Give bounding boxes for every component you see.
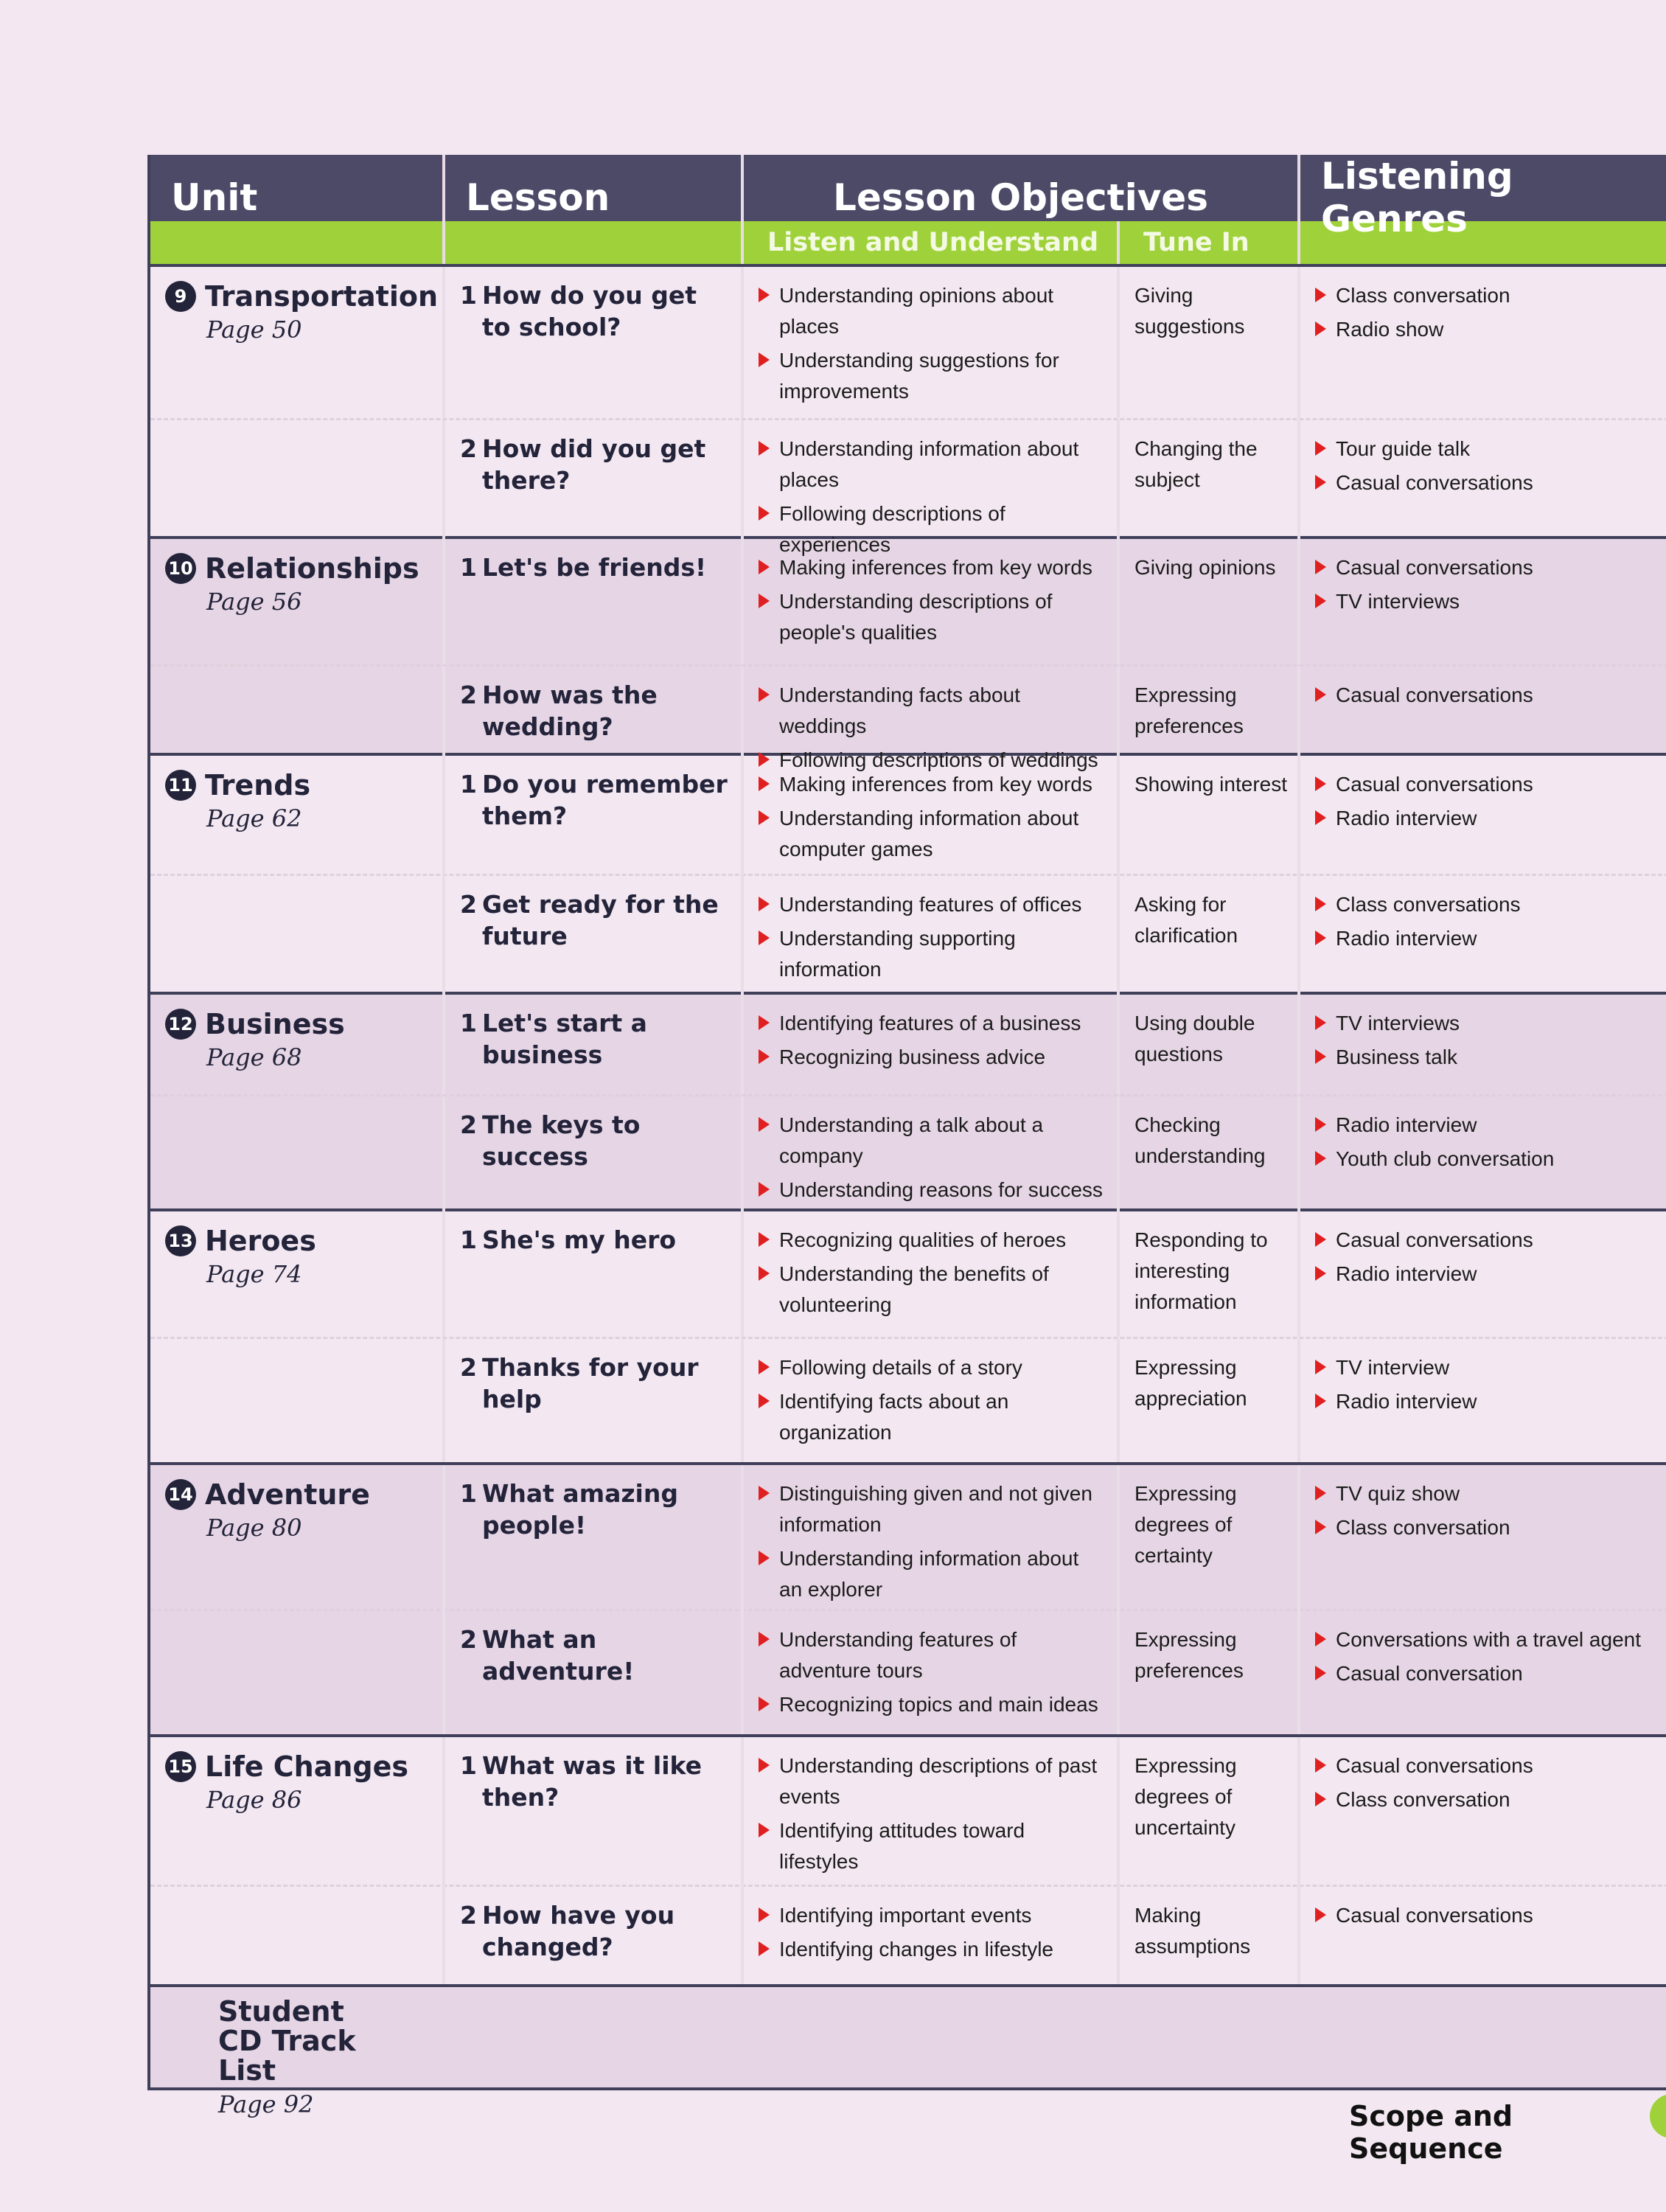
lesson-name: Do you remember them? (482, 770, 728, 830)
lesson-cell (445, 1339, 744, 1462)
objectives-list (759, 769, 1106, 865)
listen-understand-cell (744, 420, 1120, 571)
lesson-title (460, 1110, 731, 1173)
lesson-cell (445, 1737, 744, 1888)
lesson-name: What an adventure! (482, 1625, 635, 1686)
objective-item: Understanding a talk about a company (759, 1110, 1106, 1172)
genre-item: Casual conversation (1315, 1658, 1659, 1689)
genres-cell (1300, 1611, 1666, 1734)
genre-item: Conversations with a travel agent (1315, 1624, 1659, 1655)
objective-item: Distinguishing given and not given information (759, 1478, 1106, 1540)
unit-page: Page 74 (206, 1260, 302, 1288)
unit-title (165, 1750, 432, 1783)
unit-cell (150, 756, 445, 875)
lesson-number: 2 (460, 1625, 477, 1654)
lesson-name: She's my hero (482, 1225, 677, 1254)
objective-item: Identifying changes in lifestyle (759, 1934, 1106, 1965)
tune-in-text: Asking for clarification (1135, 893, 1238, 947)
listen-understand-cell (744, 1465, 1120, 1615)
objective-item: Identifying attitudes toward lifestyles (759, 1815, 1106, 1877)
lesson-cell (445, 995, 744, 1094)
unit-page: Page 68 (206, 1043, 302, 1071)
tune-in-cell (1120, 756, 1300, 875)
unit-cell (150, 1611, 445, 1734)
lesson-number: 1 (460, 1225, 477, 1254)
lesson-row (150, 539, 1666, 664)
genres-list (1315, 1750, 1659, 1815)
genre-item: Business talk (1315, 1042, 1659, 1073)
genre-item: Class conversation (1315, 1512, 1659, 1543)
listen-understand-cell (744, 1339, 1120, 1462)
tune-in-text: Changing the subject (1135, 437, 1258, 491)
objectives-list (759, 1110, 1106, 1206)
lesson-row (150, 1211, 1666, 1337)
unit-cell (150, 539, 445, 664)
lesson-name: The keys to success (482, 1110, 641, 1171)
lesson-name: What was it like then? (482, 1751, 702, 1812)
lesson-title (460, 1900, 731, 1964)
objectives-list (759, 1624, 1106, 1720)
genres-list (1315, 1900, 1659, 1931)
lesson-title (460, 1624, 731, 1688)
objectives-list (759, 552, 1106, 648)
unit-cell (150, 1887, 445, 1984)
lesson-title (460, 889, 731, 953)
lesson-title (460, 1352, 731, 1416)
lesson-name: How did you get there? (482, 434, 706, 495)
lesson-row (150, 1885, 1666, 1984)
unit-block (150, 1734, 1666, 1984)
unit-page: Page 56 (206, 588, 302, 616)
tune-in-text: Responding to interesting information (1135, 1228, 1268, 1313)
genre-item: Youth club conversation (1315, 1144, 1659, 1175)
unit-number-badge: 14 (165, 1479, 196, 1510)
unit-cell (150, 1096, 445, 1216)
genre-item: TV quiz show (1315, 1478, 1659, 1509)
lesson-title (460, 280, 731, 344)
objective-item: Understanding opinions about places (759, 280, 1106, 342)
objective-item: Understanding information about an explorer (759, 1543, 1106, 1605)
unit-page: Page 50 (206, 316, 302, 344)
lesson-name: How was the wedding? (482, 681, 658, 741)
listen-understand-cell (744, 1737, 1120, 1888)
genre-item: Radio interview (1315, 1110, 1659, 1141)
unit-title (165, 552, 432, 585)
lesson-name: How do you get to school? (482, 281, 697, 341)
genres-list (1315, 1008, 1659, 1073)
genre-item: Tour guide talk (1315, 434, 1659, 465)
objective-item: Understanding supporting information (759, 923, 1106, 985)
header-unit: Unit (150, 155, 445, 240)
objective-item: Identifying facts about an organization (759, 1386, 1106, 1448)
lesson-cell (445, 539, 744, 664)
lesson-number: 2 (460, 890, 477, 919)
lesson-row (150, 874, 1666, 992)
unit-page: Page 80 (206, 1514, 302, 1542)
scope-table (147, 155, 1666, 2118)
genre-item: Radio interview (1315, 803, 1659, 834)
genres-list (1315, 1110, 1659, 1175)
objectives-list (759, 1478, 1106, 1605)
objectives-list (759, 280, 1106, 407)
listen-understand-cell (744, 539, 1120, 664)
lesson-number: 1 (460, 770, 477, 799)
tune-in-text: Making assumptions (1135, 1904, 1251, 1958)
lesson-cell (445, 1611, 744, 1734)
genres-cell (1300, 995, 1666, 1094)
genres-list (1315, 1478, 1659, 1543)
header-genres: Listening Genres (1321, 155, 1513, 240)
lesson-cell (445, 756, 744, 875)
genre-item: Casual conversations (1315, 1225, 1659, 1256)
genres-list (1315, 680, 1659, 711)
objective-item: Understanding the benefits of volunteering (759, 1259, 1106, 1321)
listen-understand-cell (744, 667, 1120, 786)
lesson-row (150, 1337, 1666, 1462)
unit-block (150, 264, 1666, 556)
tune-in-cell (1120, 1096, 1300, 1216)
lesson-row (150, 1465, 1666, 1609)
unit-block (150, 1462, 1666, 1734)
genre-item: Class conversation (1315, 280, 1659, 311)
listen-understand-cell (744, 876, 1120, 995)
tune-in-cell (1120, 1465, 1300, 1615)
genre-item: Casual conversations (1315, 1900, 1659, 1931)
unit-page: Page 62 (206, 804, 302, 832)
header-objectives: Lesson Objectives (744, 155, 1300, 240)
tune-in-text: Giving suggestions (1135, 284, 1245, 338)
tune-in-text: Expressing degrees of certainty (1135, 1482, 1237, 1567)
tune-in-cell (1120, 995, 1300, 1094)
objective-item: Understanding reasons for success (759, 1175, 1106, 1206)
subheader-tune-in: Tune In (1120, 221, 1300, 264)
genres-list (1315, 1352, 1659, 1417)
lesson-row (150, 756, 1666, 874)
tune-in-text: Expressing preferences (1135, 684, 1244, 737)
genre-item: Casual conversations (1315, 769, 1659, 800)
unit-cell (150, 267, 445, 418)
lesson-title (460, 1008, 731, 1071)
objectives-list (759, 1008, 1106, 1073)
tune-in-cell (1120, 1611, 1300, 1734)
unit-title (165, 1008, 432, 1040)
cd-track-list-row (150, 1984, 1666, 2118)
lesson-number: 1 (460, 1751, 477, 1780)
objective-item: Following descriptions of experiences (759, 498, 1106, 560)
objective-item: Making inferences from key words (759, 769, 1106, 800)
genres-cell (1300, 539, 1666, 664)
genre-item: Class conversation (1315, 1784, 1659, 1815)
objective-item: Following details of a story (759, 1352, 1106, 1383)
lesson-cell (445, 1211, 744, 1337)
genre-item: TV interviews (1315, 1008, 1659, 1039)
lesson-cell (445, 1887, 744, 1984)
lesson-number: 2 (460, 681, 477, 709)
genres-cell (1300, 1737, 1666, 1888)
tune-in-cell (1120, 1887, 1300, 1984)
unit-page: Page 86 (206, 1786, 302, 1814)
unit-number-badge: 12 (165, 1009, 196, 1040)
genres-list (1315, 889, 1659, 954)
objectives-list (759, 1352, 1106, 1448)
units-container (150, 264, 1666, 1984)
genres-cell (1300, 756, 1666, 875)
unit-number-badge: 15 (165, 1751, 196, 1782)
objectives-list (759, 680, 1106, 776)
unit-title (165, 1478, 432, 1511)
genres-list (1315, 434, 1659, 498)
genre-item: Radio interview (1315, 923, 1659, 954)
unit-block (150, 536, 1666, 771)
unit-cell (150, 1211, 445, 1337)
objectives-list (759, 889, 1106, 985)
lesson-number: 1 (460, 553, 477, 582)
genres-cell (1300, 1339, 1666, 1462)
objectives-list (759, 1225, 1106, 1321)
listen-understand-cell (744, 1211, 1120, 1337)
unit-number-badge: 13 (165, 1225, 196, 1256)
tune-in-text: Checking understanding (1135, 1113, 1266, 1167)
objective-item: Understanding suggestions for improvements (759, 345, 1106, 407)
tune-in-text: Expressing appreciation (1135, 1356, 1247, 1410)
lesson-row (150, 267, 1666, 418)
unit-cell (150, 1465, 445, 1615)
objective-item: Understanding information about computer games (759, 803, 1106, 865)
lesson-name: Let's start a business (482, 1009, 647, 1069)
genre-item: TV interviews (1315, 586, 1659, 617)
genres-list (1315, 1225, 1659, 1290)
genres-cell (1300, 876, 1666, 995)
lesson-cell (445, 267, 744, 418)
genre-item: TV interview (1315, 1352, 1659, 1383)
genres-cell (1300, 1211, 1666, 1337)
footer-label: Scope and Sequence (1349, 2100, 1513, 2165)
objectives-list (759, 434, 1106, 560)
objectives-list (759, 1750, 1106, 1877)
lesson-title (460, 434, 731, 497)
objective-item: Understanding descriptions of people's qualities (759, 586, 1106, 648)
subheader-listen-understand: Listen and Understand (744, 221, 1120, 264)
listen-understand-cell (744, 1611, 1120, 1734)
genres-list (1315, 1624, 1659, 1689)
table-header (150, 155, 1666, 240)
genre-item: Casual conversations (1315, 552, 1659, 583)
objective-item: Identifying features of a business (759, 1008, 1106, 1039)
listen-understand-cell (744, 995, 1120, 1094)
lesson-number: 1 (460, 281, 477, 310)
tune-in-cell (1120, 267, 1300, 418)
listen-understand-cell (744, 1887, 1120, 1984)
tune-in-cell (1120, 876, 1300, 995)
lesson-name: Let's be friends! (482, 553, 707, 582)
lesson-row (150, 664, 1666, 771)
lesson-title (460, 680, 731, 743)
objective-item: Making inferences from key words (759, 552, 1106, 583)
lesson-number: 2 (460, 434, 477, 463)
lesson-number: 1 (460, 1009, 477, 1037)
genres-cell (1300, 1096, 1666, 1216)
tune-in-text: Expressing degrees of uncertainty (1135, 1754, 1237, 1839)
tune-in-cell (1120, 1211, 1300, 1337)
lesson-number: 2 (460, 1901, 477, 1930)
tune-in-cell (1120, 1339, 1300, 1462)
header-lesson: Lesson (445, 155, 744, 240)
unit-number-badge: 11 (165, 770, 196, 801)
lesson-row (150, 1737, 1666, 1885)
listen-understand-cell (744, 1096, 1120, 1216)
unit-name: Life Changes (205, 1750, 409, 1783)
genre-item: Casual conversations (1315, 1750, 1659, 1781)
unit-name: Adventure (205, 1478, 370, 1511)
objective-item: Understanding information about places (759, 434, 1106, 495)
lesson-row (150, 1094, 1666, 1208)
lesson-number: 2 (460, 1110, 477, 1139)
lesson-row (150, 995, 1666, 1094)
tune-in-cell (1120, 539, 1300, 664)
lesson-cell (445, 876, 744, 995)
unit-block (150, 753, 1666, 992)
tune-in-text: Showing interest (1135, 773, 1288, 796)
genres-list (1315, 552, 1659, 617)
genres-cell (1300, 1887, 1666, 1984)
listen-understand-cell (744, 267, 1120, 418)
genre-item: Class conversations (1315, 889, 1659, 920)
lesson-cell (445, 1096, 744, 1216)
genres-cell (1300, 1465, 1666, 1615)
lesson-number: 2 (460, 1353, 477, 1382)
objective-item: Understanding features of offices (759, 889, 1106, 920)
lesson-title (460, 769, 731, 832)
unit-title (165, 769, 432, 801)
tune-in-text: Expressing preferences (1135, 1628, 1244, 1682)
objective-item: Understanding descriptions of past events (759, 1750, 1106, 1812)
unit-block (150, 992, 1666, 1208)
objective-item: Understanding facts about weddings (759, 680, 1106, 742)
tune-in-cell (1120, 1737, 1300, 1888)
objective-item: Following descriptions of weddings (759, 745, 1106, 776)
objective-item: Recognizing topics and main ideas (759, 1689, 1106, 1720)
objective-item: Recognizing business advice (759, 1042, 1106, 1073)
cd-page: Page 92 (218, 2090, 314, 2118)
unit-cell (150, 1737, 445, 1888)
lesson-number: 1 (460, 1479, 477, 1508)
genre-item: Casual conversations (1315, 680, 1659, 711)
unit-cell (150, 876, 445, 995)
unit-number-badge: 9 (165, 281, 196, 312)
table-subheader (150, 221, 1666, 264)
unit-name: Trends (205, 769, 311, 801)
lesson-title (460, 1750, 731, 1814)
objectives-list (759, 1900, 1106, 1965)
genre-item: Radio interview (1315, 1259, 1659, 1290)
unit-number-badge: 10 (165, 553, 196, 584)
lesson-title (460, 1478, 731, 1542)
genre-item: Radio interview (1315, 1386, 1659, 1417)
genre-item: Casual conversations (1315, 467, 1659, 498)
lesson-name: Get ready for the future (482, 890, 719, 950)
objective-item: Recognizing qualities of heroes (759, 1225, 1106, 1256)
unit-name: Heroes (205, 1225, 316, 1257)
tune-in-text: Using double questions (1135, 1012, 1255, 1065)
lesson-title (460, 1225, 731, 1256)
genre-item: Radio show (1315, 314, 1659, 345)
objective-item: Identifying important events (759, 1900, 1106, 1931)
unit-title (165, 280, 439, 313)
unit-cell (150, 995, 445, 1094)
lesson-row (150, 418, 1666, 556)
cd-title: Student CD Track List (218, 1995, 356, 2087)
lesson-name: How have you changed? (482, 1901, 675, 1961)
unit-name: Transportation (205, 280, 439, 313)
listen-understand-cell (744, 756, 1120, 875)
unit-cell (150, 1339, 445, 1462)
lesson-cell (445, 1465, 744, 1615)
genres-cell (1300, 267, 1666, 418)
unit-title (165, 1225, 432, 1257)
unit-name: Relationships (205, 552, 419, 585)
lesson-name: Thanks for your help (482, 1353, 699, 1413)
genres-list (1315, 769, 1659, 834)
unit-name: Business (205, 1008, 345, 1040)
objective-item: Understanding features of adventure tours (759, 1624, 1106, 1686)
lesson-row (150, 1609, 1666, 1734)
lesson-name: What amazing people! (482, 1479, 678, 1540)
tune-in-text: Giving opinions (1135, 556, 1276, 579)
lesson-title (460, 552, 731, 584)
genres-list (1315, 280, 1659, 345)
unit-block (150, 1208, 1666, 1462)
